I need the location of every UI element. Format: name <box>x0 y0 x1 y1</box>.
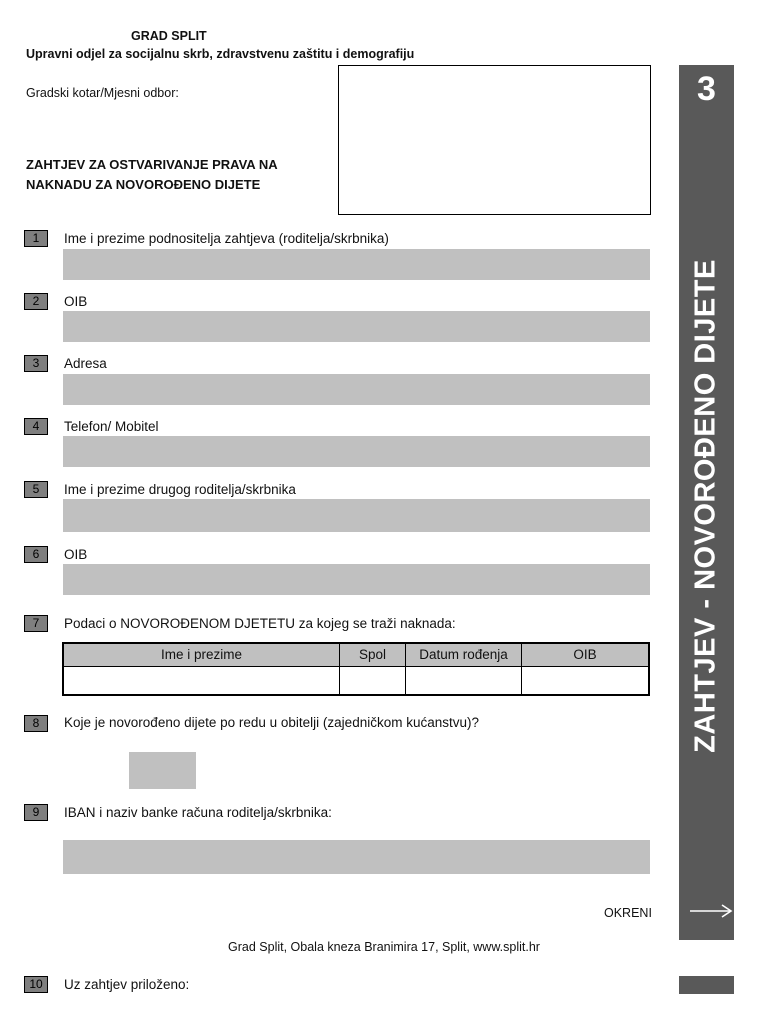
question-label-3: Adresa <box>64 356 107 371</box>
question-label-5: Ime i prezime drugog roditelja/skrbnika <box>64 482 296 497</box>
phone-field[interactable] <box>63 436 650 467</box>
second-parent-oib-field[interactable] <box>63 564 650 595</box>
question-number-10: 10 <box>24 976 48 993</box>
question-number-4: 4 <box>24 418 48 435</box>
organization-name: GRAD SPLIT <box>131 29 207 43</box>
footer-address: Grad Split, Obala kneza Branimira 17, Split, www.split.hr <box>228 940 540 954</box>
applicant-name-field[interactable] <box>63 249 650 280</box>
turn-page-label: OKRENI <box>604 906 652 920</box>
column-header-oib: OIB <box>573 647 597 662</box>
child-name-cell[interactable] <box>64 667 339 694</box>
column-header-name: Ime i prezime <box>160 647 243 662</box>
column-header-sex: Spol <box>358 647 387 662</box>
document-title: ZAHTJEV ZA OSTVARIVANJE PRAVA NA NAKNADU ZA NOVOROĐENO DIJETE <box>26 157 278 192</box>
department-name: Upravni odjel za socijalnu skrb, zdravstvenu zaštitu i demografiju <box>26 47 415 61</box>
question-number-8: 8 <box>24 715 48 732</box>
question-label-9: IBAN i naziv banke računa roditelja/skrbnika: <box>64 805 332 820</box>
column-header-birthdate: Datum rođenja <box>419 647 508 662</box>
stamp-box <box>338 65 651 215</box>
question-label-2: OIB <box>64 294 88 309</box>
arrow-right-icon <box>688 903 734 919</box>
question-label-4: Telefon/ Mobitel <box>64 419 159 434</box>
district-label: Gradski kotar/Mjesni odbor: <box>26 86 179 100</box>
form-number: 3 <box>697 70 716 108</box>
question-number-2: 2 <box>24 293 48 310</box>
second-parent-name-field[interactable] <box>63 499 650 532</box>
question-number-1: 1 <box>24 230 48 247</box>
question-number-6: 6 <box>24 546 48 563</box>
question-number-7: 7 <box>24 615 48 632</box>
question-label-8: Koje je novorođeno dijete po redu u obitelji (zajedničkom kućanstvu)? <box>64 715 479 730</box>
child-birthdate-cell[interactable] <box>406 667 521 694</box>
applicant-oib-field[interactable] <box>63 311 650 342</box>
sidebar-title: ZAHTJEV - NOVOROĐENO DIJETE <box>689 259 722 753</box>
iban-field[interactable] <box>63 840 650 874</box>
question-number-3: 3 <box>24 355 48 372</box>
question-number-5: 5 <box>24 481 48 498</box>
sidebar-tab <box>679 976 734 994</box>
child-sex-cell[interactable] <box>340 667 405 694</box>
birth-order-field[interactable] <box>129 752 196 789</box>
question-label-10: Uz zahtjev priloženo: <box>64 977 190 992</box>
address-field[interactable] <box>63 374 650 405</box>
question-label-6: OIB <box>64 547 88 562</box>
question-number-9: 9 <box>24 804 48 821</box>
child-oib-cell[interactable] <box>522 667 648 694</box>
question-label-1: Ime i prezime podnositelja zahtjeva (roditelja/skrbnika) <box>64 231 389 246</box>
question-label-7: Podaci o NOVOROĐENOM DJETETU za kojeg se traži naknada: <box>64 616 456 631</box>
newborn-table <box>62 642 650 696</box>
